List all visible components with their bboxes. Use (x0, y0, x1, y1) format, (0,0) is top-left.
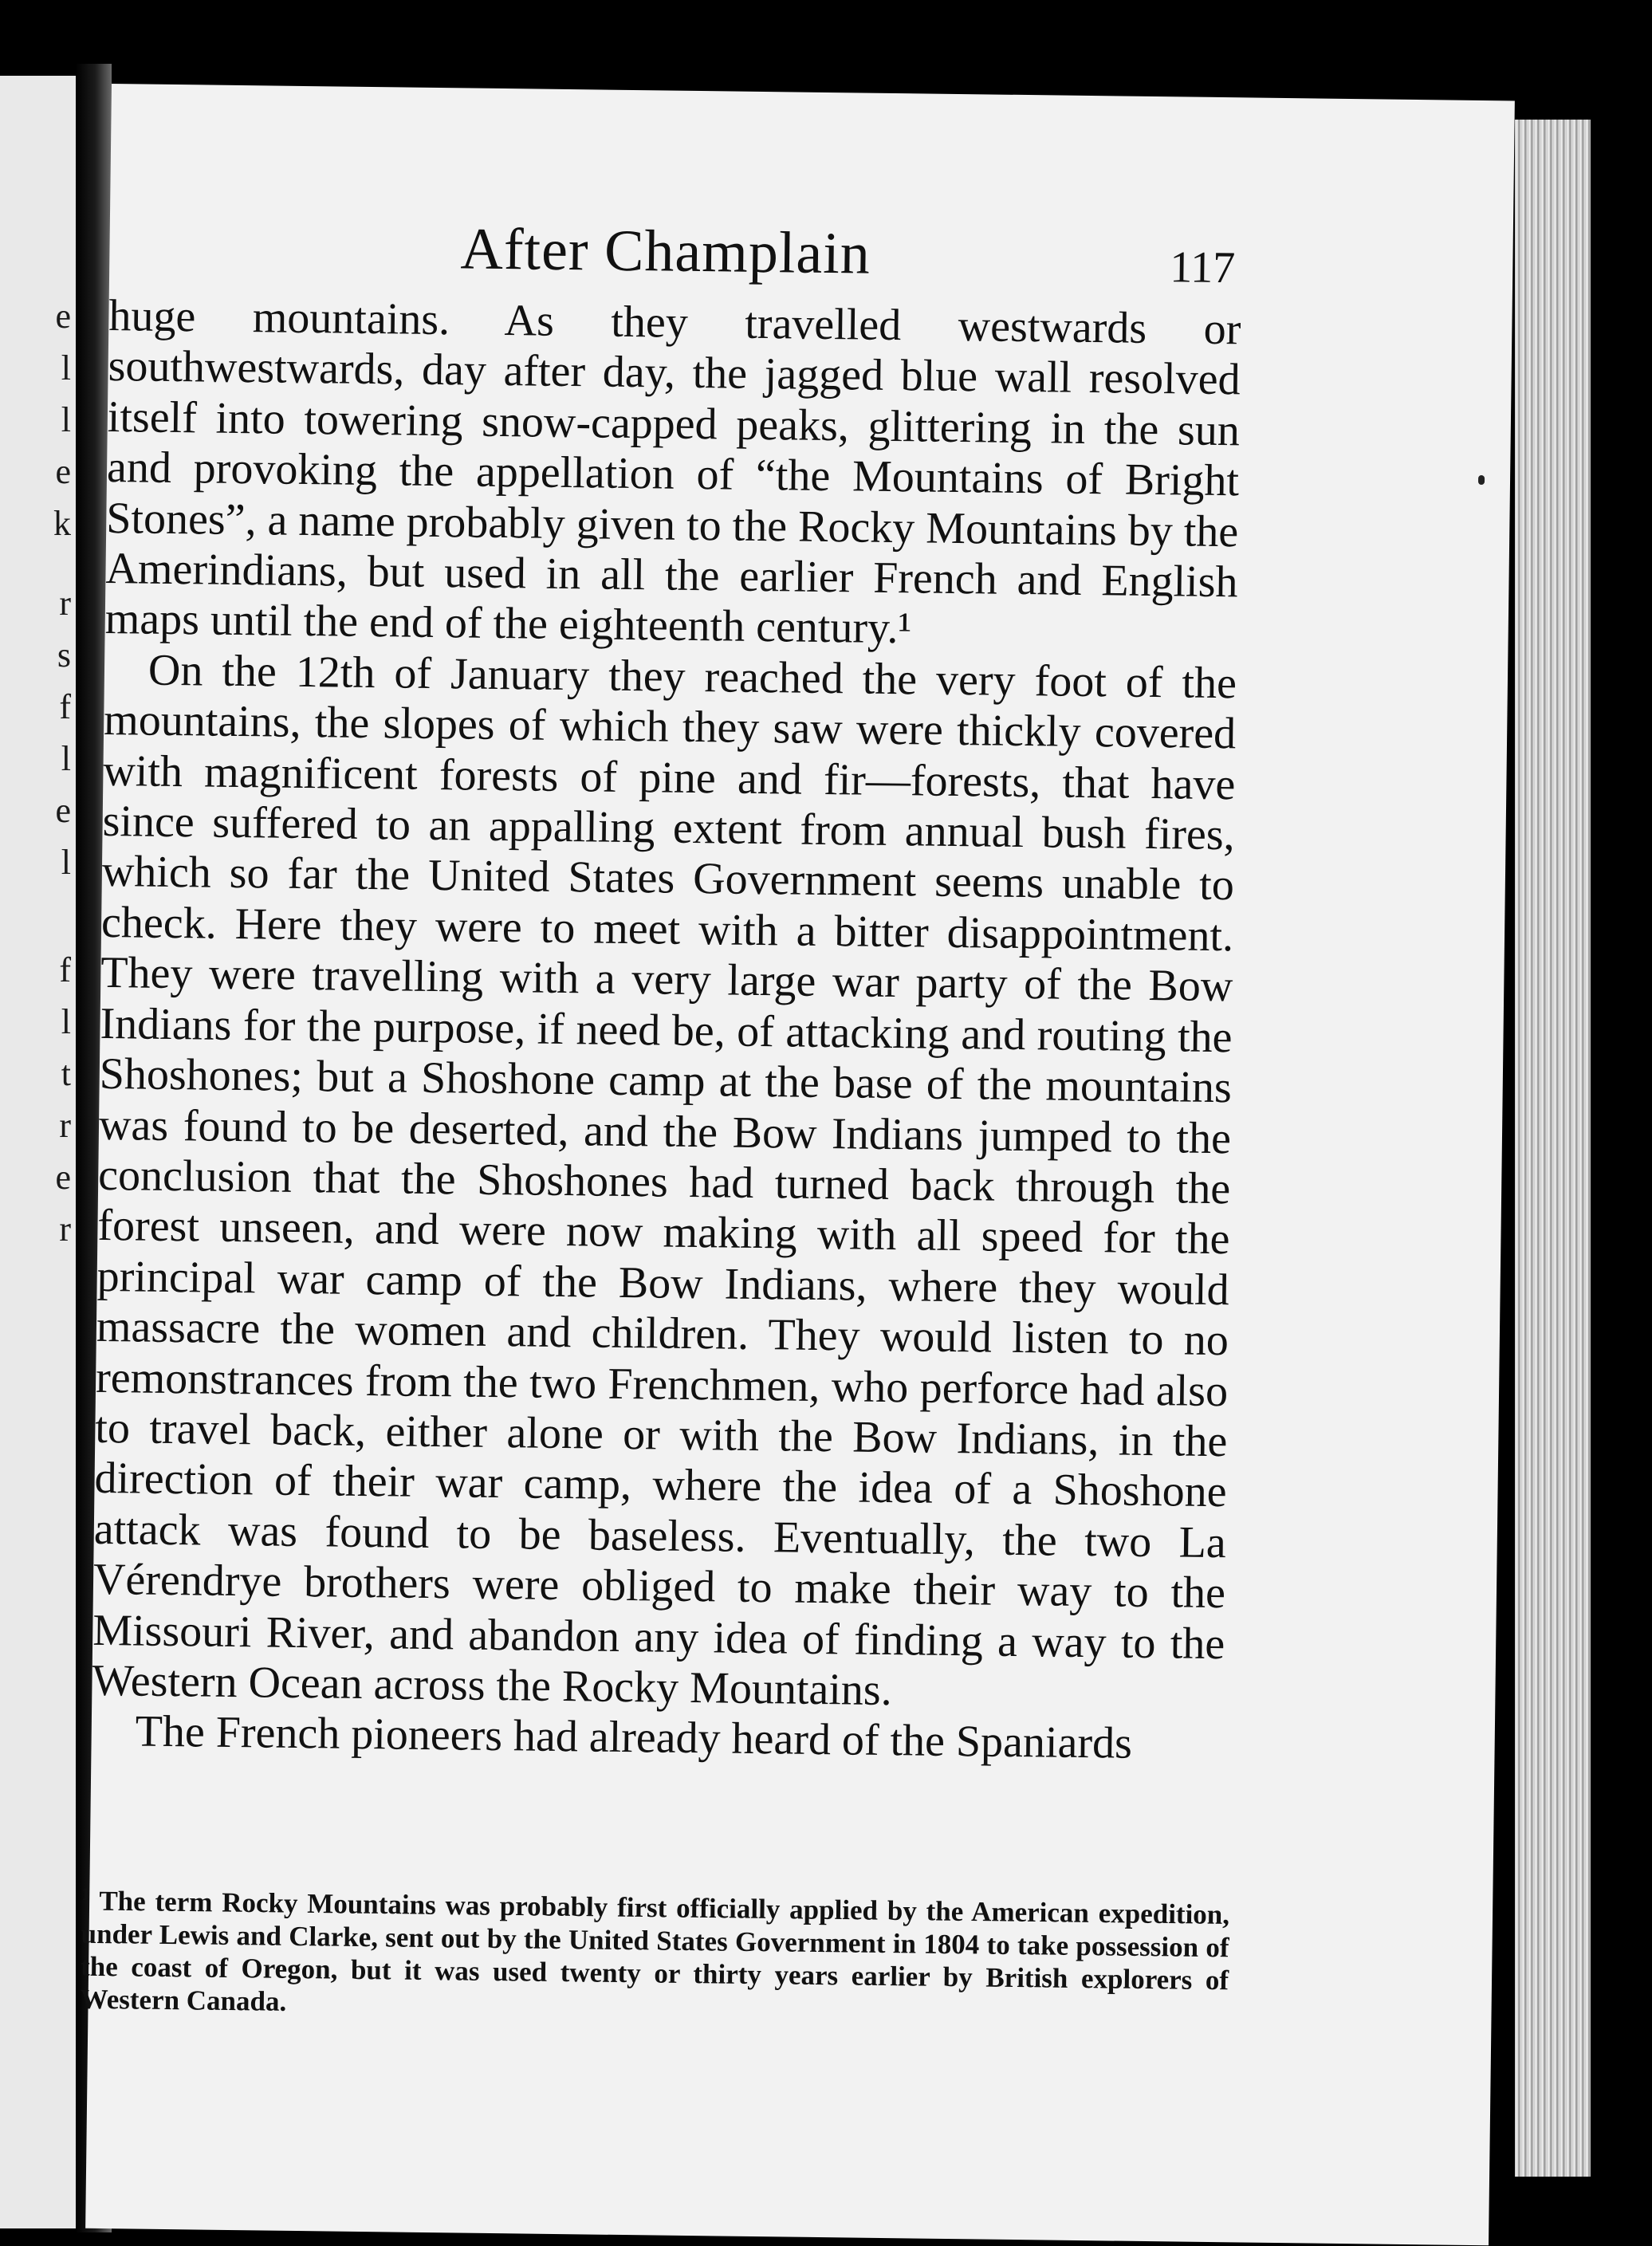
facing-page-letter: t (61, 1054, 71, 1093)
facing-page-letter: r (59, 584, 71, 623)
scan-speck (1478, 475, 1485, 485)
facing-page-letter: l (61, 348, 71, 387)
book-page (80, 84, 1515, 2245)
facing-page-letter: l (61, 400, 71, 439)
facing-page-letter: e (55, 297, 71, 336)
facing-page-letter: e (55, 791, 71, 830)
facing-page-letter: f (59, 687, 71, 726)
facing-page-letter: k (53, 504, 71, 543)
running-head-title: After Champlain (459, 216, 871, 287)
page-fore-edge (1515, 120, 1591, 2177)
facing-page-letter: l (61, 1002, 71, 1041)
facing-page-letter: r (59, 1210, 71, 1249)
facing-page-letter: l (61, 739, 71, 778)
footnote (80, 1878, 1229, 2029)
running-head (110, 211, 1513, 293)
footnote-mark: 1 (81, 1883, 91, 1904)
facing-page-letter: l (61, 843, 71, 882)
paragraph: The French pioneers had already heard of the Spaniards (135, 1706, 1133, 1769)
facing-page-edge (0, 76, 76, 2228)
footnote-text: The term Rocky Mountains was probably first officially applied by the American expedition, under Lewis and Clarke, sent out by the United States Government in 1804 to take possession of the coast of Oregon, but it was used twenty or thirty years earlier by British explorers of Western Canada. (80, 1885, 1230, 2017)
page-number: 117 (1169, 242, 1236, 293)
facing-page-letter: e (55, 452, 71, 491)
facing-page-letter: f (59, 950, 71, 989)
facing-page-letter: r (59, 1106, 71, 1145)
body-text (91, 291, 1241, 1771)
paragraph: On the 12th of January they reached the very foot of the mountains, the slopes of which they saw were thickly covered with magnificent forests of pine and fir—forests, that have since suffered to an appalling extent from annual bush fires, which so far the United States Government seems unable to check. Here they were to meet with a bitter disappointment. They were travelling with a very large war party of the Bow Indians for the purpose, if need be, of attacking and routing the Shoshones; but a Shoshone camp at the base of the mountains was found to be deserted, and the Bow Indians jumped to the conclusion that the Shoshones had turned back through the forest unseen, and were now making with all speed for the principal war camp of the Bow Indians, where they would massacre the women and children. They would listen to no remonstrances from the two Frenchmen, who perforce had also to travel back, either alone or with the Bow Indians, in the direction of their war camp, where the idea of a Shoshone attack was found to be baseless. Eventually, the two La Vérendrye brothers were obliged to make their way to the Missouri River, and abandon any idea of finding a way to the Western Ocean across the Rocky Mountains. (92, 645, 1237, 1716)
facing-page-letter: e (55, 1158, 71, 1197)
facing-page-letter: s (57, 635, 71, 675)
paragraph-continued: huge mountains. As they travelled westwards or southwestwards, day after day, the jagged blue wall resolved itself into towering snow-capped peaks, glittering in the sun and provoking the appellation of “the Mountains of Bright Stones”, a name probably given to the Rocky Mountains by the Amerindians, but used in all the earlier French and English maps until the end of the eighteenth century.¹ (104, 290, 1241, 654)
